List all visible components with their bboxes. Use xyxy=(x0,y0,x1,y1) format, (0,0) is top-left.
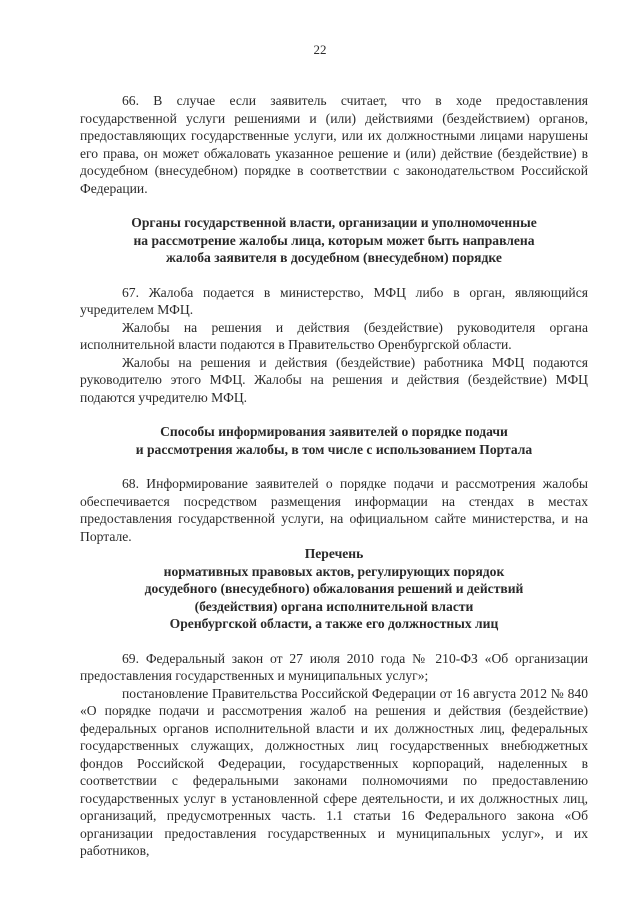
paragraph-67-b: Жалобы на решения и действия (бездействие) руководителя органа исполнительной власти подаются в Правительство Оренбургской области. xyxy=(80,319,588,352)
paragraph-68: 68. Информирование заявителей о порядке подачи и рассмотрения жалобы обеспечивается посредством размещения информации на стендах в местах предоставления государственной услуги, на официальном сайте министерства, и на Портале. xyxy=(80,476,588,544)
paragraph-67: 67. Жалоба подается в министерство, МФЦ либо в орган, являющийся учредителем МФЦ. xyxy=(80,284,588,317)
paragraph-69: 69. Федеральный закон от 27 июля 2010 года № 210-ФЗ «Об организации предоставления государственных и муниципальных услуг»; xyxy=(80,650,588,683)
heading-line: Оренбургской области, а также его должностных лиц xyxy=(169,616,499,631)
document-body xyxy=(80,92,588,860)
heading-line: на рассмотрение жалобы лица, которым может быть направлена xyxy=(133,232,535,248)
section-heading-legal-acts xyxy=(80,545,588,633)
heading-line: досудебного (внесудебного) обжалования решений и действий xyxy=(144,581,524,596)
section-heading-complaint-bodies xyxy=(80,214,588,267)
heading-line: нормативных правовых актов, регулирующих порядок xyxy=(163,563,505,579)
heading-line: жалоба заявителя в досудебном (внесудебном) порядке xyxy=(166,250,502,265)
paragraph-66: 66. В случае если заявитель считает, что в ходе предоставления государственной услуги решениями и (или) действиями (бездействием) органов, предоставляющих государственные услуги, или их должностными лицами нарушены его права, он может обжаловать указанное решение и (или) действие (бездействие) в досудебном (внесудебном) порядке в соответствии с законодательством Российской Федерации. xyxy=(80,93,588,196)
heading-line: Перечень xyxy=(304,546,364,561)
heading-line: (бездействия) органа исполнительной власти xyxy=(194,598,474,614)
paragraph-69-b: постановление Правительства Российской Федерации от 16 августа 2012 № 840 «О порядке подачи и рассмотрения жалоб на решения и действия (бездействие) федеральных органов исполнительной власти и их должностных лиц, федеральных государственных служащих, должностных лиц государственных внебюджетных фондов Российской Федерации, государственных корпораций, наделенных в соответствии с федеральными законами полномочиями по предоставлению государственных услуг в установленной сфере деятельности, и их должностных лиц, организаций, предусмотренных часть. 1.1 статьи 16 Федерального закона «Об организации предоставления государственных и муниципальных услуг», и их работников, xyxy=(80,685,588,858)
heading-line: Способы информирования заявителей о порядке подачи xyxy=(160,424,508,439)
heading-line: и рассмотрения жалобы, в том числе с использованием Портала xyxy=(135,441,533,457)
heading-line: Органы государственной власти, организации и уполномоченные xyxy=(131,215,537,230)
paragraph-67-c: Жалобы на решения и действия (бездействие) работника МФЦ подаются руководителю этого МФЦ. Жалобы на решения и действия (бездействие) МФЦ подаются учредителю МФЦ. xyxy=(80,354,588,405)
page-number: 22 xyxy=(313,42,327,57)
section-heading-informing xyxy=(80,423,588,458)
